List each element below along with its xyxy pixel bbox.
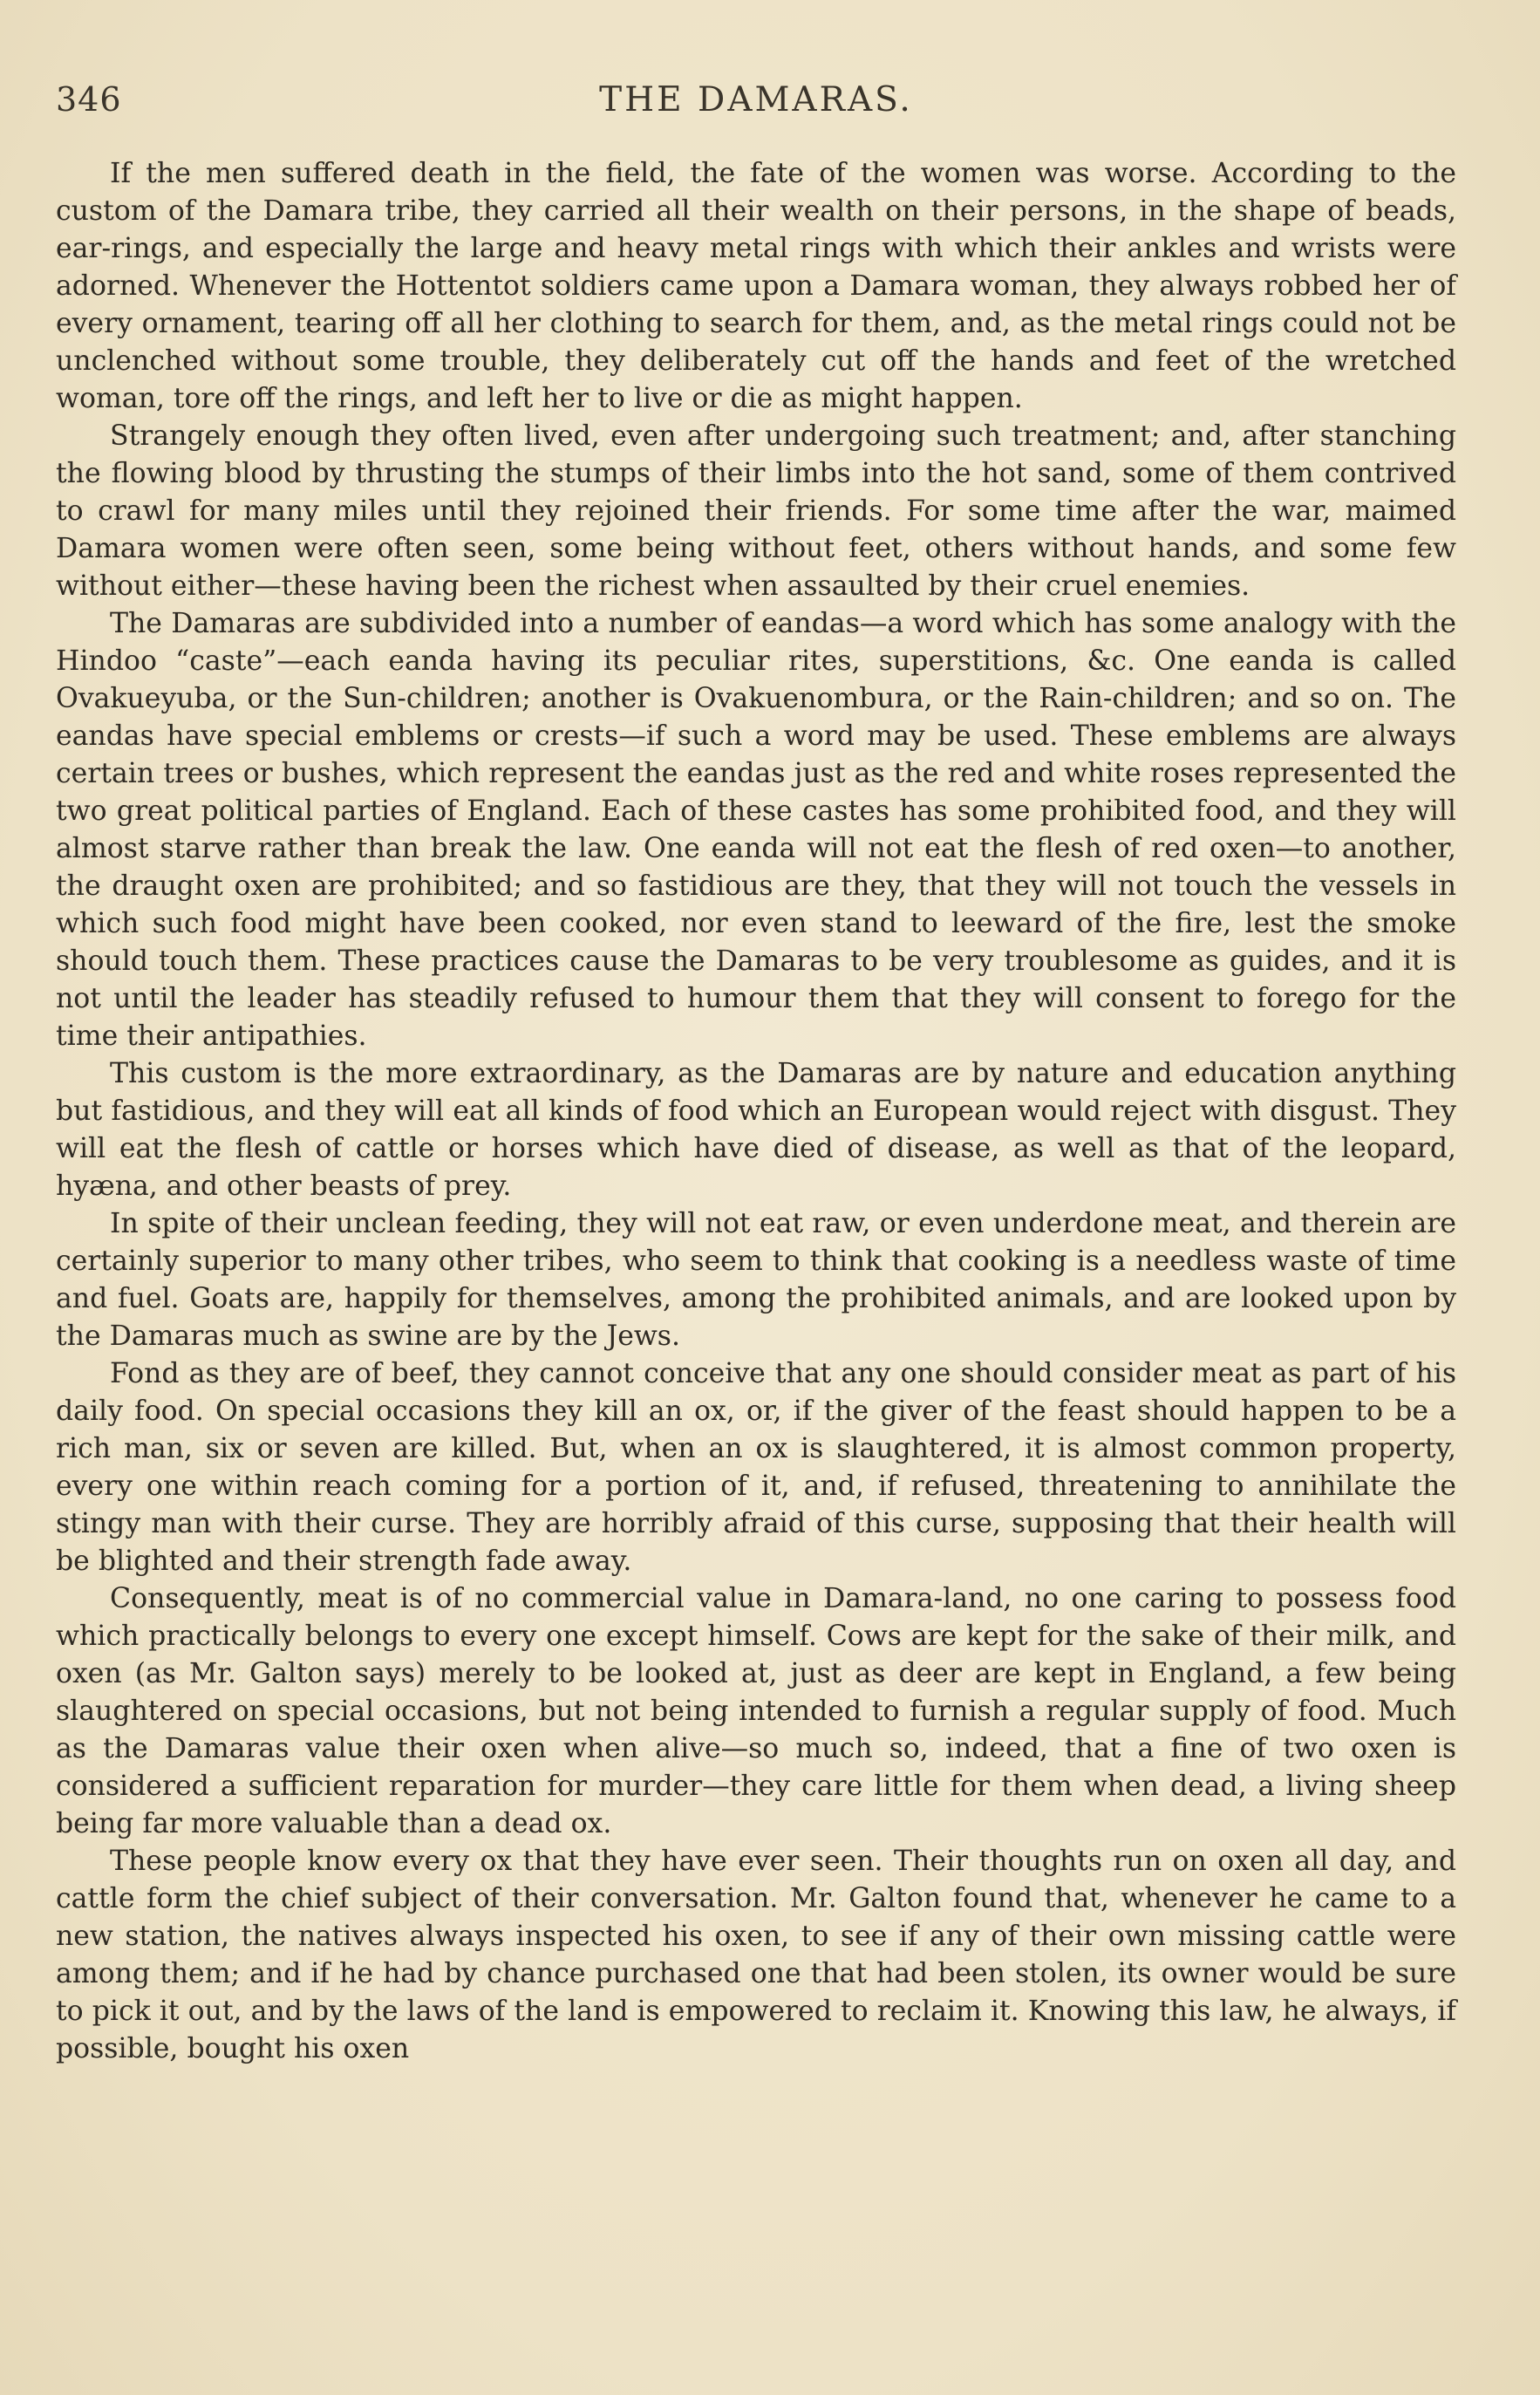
paragraph: Strangely enough they often lived, even after undergoing such treatment; and, after stanching the flowing blood by thrusting the stumps of their limbs into the hot sand, some of them contrived to crawl for many miles until they rejoined their friends. For some time after the war, maimed Damara women were often seen, some being without feet, others without hands, and some few without either—these having been the richest when assaulted by their cruel enemies. <box>56 420 1456 602</box>
paragraph: In spite of their unclean feeding, they will not eat raw, or even underdone meat, and therein are certainly superior to many other tribes, who seem to think that cooking is a needless waste of time and fuel. Goats are, happily for themselves, among the prohibited animals, and are looked upon by the Damaras much as swine are by the Jews. <box>56 1208 1456 1352</box>
paragraph: This custom is the more extraordinary, as the Damaras are by nature and education anything but fastidious, and they will eat all kinds of food which an European would reject with disgust. They will eat the flesh of cattle or horses which have died of disease, as well as that of the leopard, hyæna, and other beasts of prey. <box>56 1058 1456 1202</box>
paragraph: If the men suffered death in the field, the fate of the women was worse. According to the custom of the Damara tribe, they carried all their wealth on their persons, in the shape of beads, ear-rings, and especially the large and heavy metal rings with which their ankles and wrists were adorned. Whenever the Hottentot soldiers came upon a Damara woman, they always robbed her of every ornament, tearing off all her clothing to search for them, and, as the metal rings could not be unclenched without some trouble, they deliberately cut off the hands and feet of the wretched woman, tore off the rings, and left her to live or die as might happen. <box>56 158 1456 414</box>
paragraph: The Damaras are subdivided into a number of eandas—a word which has some analogy with the Hindoo “caste”—each eanda having its peculiar rites, superstitions, &c. One eanda is called Ovakueyuba, or the Sun-children; another is Ovakuenombura, or the Rain-children; and so on. The eandas have special emblems or crests—if such a word may be used. These emblems are always certain trees or bushes, which represent the eandas just as the red and white roses represented the two great political parties of England. Each of these castes has some prohibited food, and they will almost starve rather than break the law. One eanda will not eat the flesh of red oxen—to another, the draught oxen are prohibited; and so fastidious are they, that they will not touch the vessels in which such food might have been cooked, nor even stand to leeward of the fire, lest the smoke should touch them. These practices cause the Damaras to be very troublesome as guides, and it is not until the leader has steadily refused to humour them that they will consent to forego for the time their antipathies. <box>56 608 1456 1052</box>
page-header <box>56 80 1456 129</box>
paragraph: Consequently, meat is of no commercial value in Damara-land, no one caring to possess food which practically belongs to every one except himself. Cows are kept for the sake of their milk, and oxen (as Mr. Galton says) merely to be looked at, just as deer are kept in England, a few being slaughtered on special occasions, but not being intended to furnish a regular supply of food. Much as the Damaras value their oxen when alive—so much so, indeed, that a fine of two oxen is considered a sufficient reparation for murder—they care little for them when dead, a living sheep being far more valuable than a dead ox. <box>56 1583 1456 1839</box>
running-title: THE DAMARAS. <box>599 80 913 119</box>
page-number: 346 <box>56 80 122 119</box>
paragraph: These people know every ox that they have ever seen. Their thoughts run on oxen all day, and cattle form the chief subject of their conversation. Mr. Galton found that, whenever he came to a new station, the natives always inspected his oxen, to see if any of their own missing cattle were among them; and if he had by chance purchased one that had been stolen, its owner would be sure to pick it out, and by the laws of the land is empowered to reclaim it. Knowing this law, he always, if possible, bought his oxen <box>56 1846 1456 2064</box>
paragraph: Fond as they are of beef, they cannot conceive that any one should consider meat as part of his daily food. On special occasions they kill an ox, or, if the giver of the feast should happen to be a rich man, six or seven are killed. But, when an ox is slaughtered, it is almost common property, every one within reach coming for a portion of it, and, if refused, threatening to annihilate the stingy man with their curse. They are horribly afraid of this curse, supposing that their health will be blighted and their strength fade away. <box>56 1358 1456 1577</box>
body-text <box>56 155 1456 2068</box>
